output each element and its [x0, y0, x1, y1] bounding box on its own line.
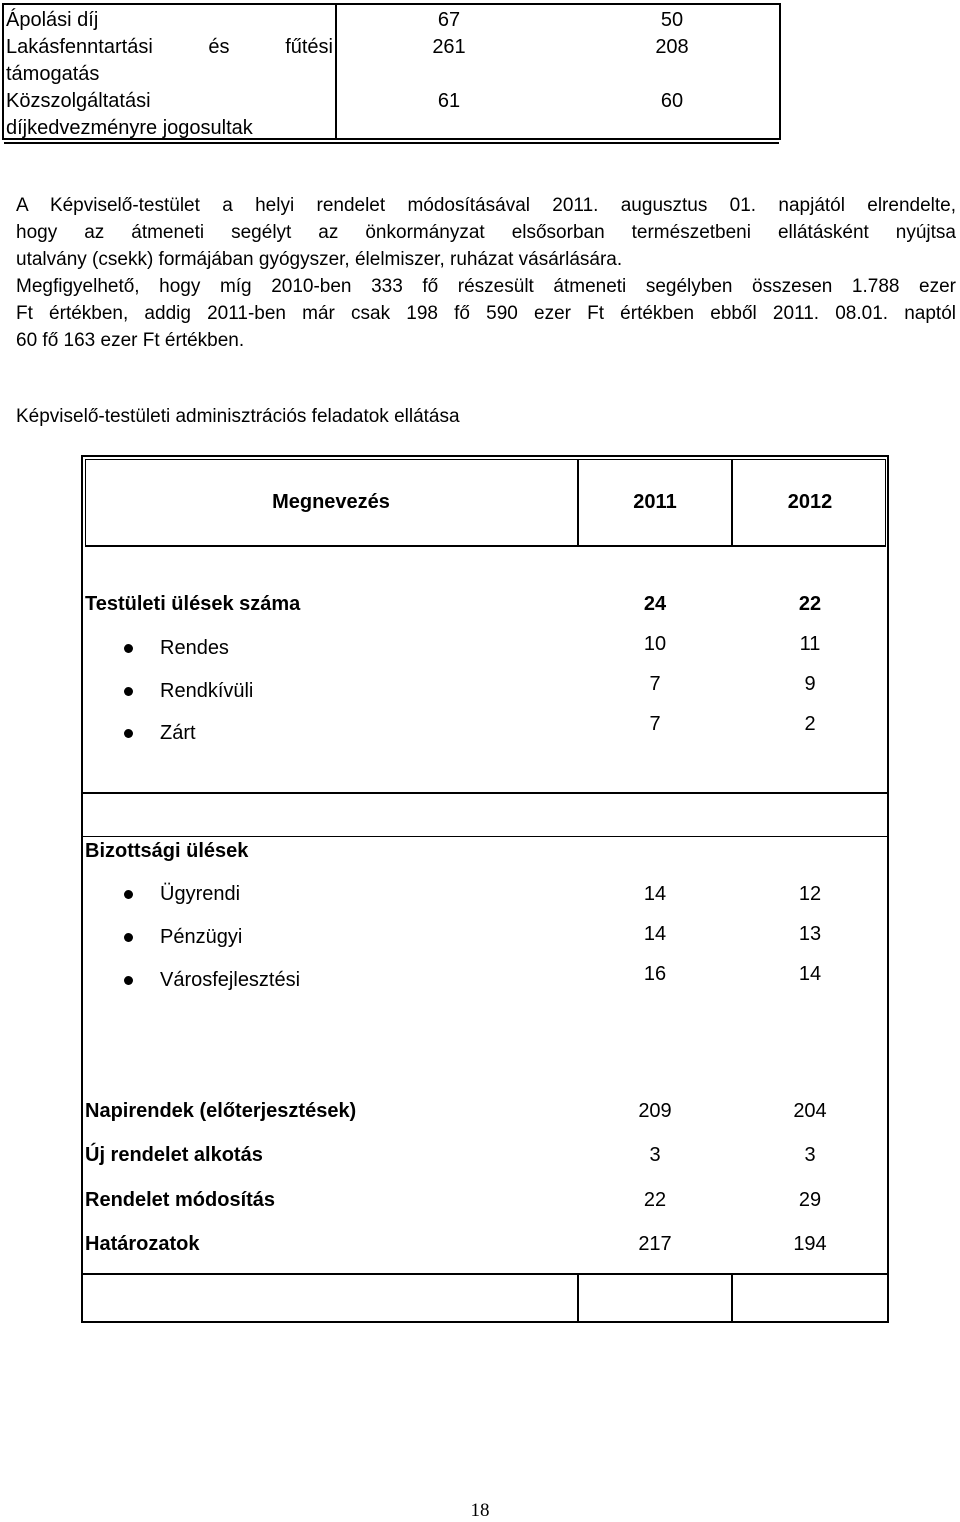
row-label: Lakásfenntartási és fűtési — [6, 36, 333, 58]
paragraph-line: hogy az átmeneti segélyt az önkormányzat elsősorban természetbeni ellátásként nyújtsa — [16, 222, 956, 243]
value-2012: 22 — [798, 593, 822, 615]
bullet-icon — [124, 644, 133, 653]
value-2012: 50 — [660, 9, 684, 31]
value-2011: 16 — [643, 963, 667, 985]
value-2011: 24 — [643, 593, 667, 615]
item-label: Városfejlesztési — [160, 969, 301, 991]
value-2012: 11 — [799, 633, 821, 655]
value-2012: 14 — [798, 963, 822, 985]
header-name: Megnevezés — [272, 491, 390, 513]
bullet-icon — [124, 729, 133, 738]
header-inner-border — [85, 459, 885, 460]
group-title: Bizottsági ülések — [85, 840, 249, 862]
value-2012: 2 — [804, 713, 816, 735]
item-label: Rendkívüli — [160, 680, 254, 702]
value-2011: 10 — [643, 633, 667, 655]
section-title: Képviselő-testületi adminisztrációs feladatok ellátása — [16, 406, 460, 427]
value-2011: 61 — [437, 90, 461, 112]
row-divider — [83, 1273, 887, 1275]
value-2011: 14 — [643, 883, 667, 905]
value-2012: 9 — [804, 673, 816, 695]
row-divider — [83, 792, 887, 794]
column-divider — [731, 1273, 733, 1321]
row-label-cont: díjkedvezményre jogosultak — [6, 117, 253, 139]
header-2011: 2011 — [633, 491, 677, 513]
paragraph-line: 60 fő 163 ezer Ft értékben. — [16, 330, 245, 351]
row-label-cont: támogatás — [6, 63, 100, 85]
value-2012: 29 — [798, 1189, 822, 1211]
row-label: Közszolgáltatási — [6, 90, 151, 112]
bullet-icon — [124, 976, 133, 985]
group-title: Testületi ülések száma — [85, 593, 301, 615]
header-2012: 2012 — [787, 491, 833, 513]
column-divider — [335, 5, 337, 138]
value-2011: 22 — [643, 1189, 667, 1211]
value-2012: 60 — [660, 90, 684, 112]
page-number: 18 — [470, 1500, 490, 1521]
value-2011: 217 — [638, 1233, 672, 1255]
bullet-icon — [124, 890, 133, 899]
bullet-icon — [124, 687, 133, 696]
value-2012: 204 — [793, 1100, 827, 1122]
value-2011: 7 — [649, 713, 661, 735]
row-label: Új rendelet alkotás — [85, 1144, 263, 1166]
bullet-icon — [124, 933, 133, 942]
item-label: Rendes — [160, 637, 229, 659]
paragraph-line: A Képviselő-testület a helyi rendelet módosításával 2011. augusztus 01. napjától elrendelte, — [16, 195, 956, 216]
value-2012: 13 — [798, 923, 822, 945]
value-2012: 194 — [793, 1233, 827, 1255]
column-divider — [577, 1273, 579, 1321]
item-label: Ügyrendi — [160, 883, 241, 905]
value-2011: 261 — [432, 36, 466, 58]
value-2011: 7 — [649, 673, 661, 695]
value-2011: 14 — [643, 923, 667, 945]
paragraph-line: Megfigyelhető, hogy míg 2010-ben 333 fő részesült átmeneti segélyben összesen 1.788 ezer — [16, 276, 956, 297]
item-label: Zárt — [160, 722, 196, 744]
value-2012: 208 — [655, 36, 689, 58]
value-2011: 3 — [649, 1144, 661, 1166]
value-2011: 67 — [437, 9, 461, 31]
body-paragraph — [16, 192, 956, 354]
row-label: Rendelet módosítás — [85, 1189, 276, 1211]
value-2012: 12 — [798, 883, 822, 905]
row-label: Napirendek (előterjesztések) — [85, 1100, 357, 1122]
row-label: Határozatok — [85, 1233, 200, 1255]
paragraph-line: Ft értékben, addig 2011-ben már csak 198 fő 590 ezer Ft értékben ebből 2011. 08.01. naptól — [16, 303, 956, 324]
paragraph-line: utalvány (csekk) formájában gyógyszer, élelmiszer, ruházat vásárlására. — [16, 249, 623, 270]
header-inner-border — [85, 545, 885, 547]
value-2012: 3 — [804, 1144, 816, 1166]
item-label: Pénzügyi — [160, 926, 243, 948]
row-label: Ápolási díj — [6, 9, 99, 31]
row-divider — [4, 142, 779, 144]
value-2011: 209 — [638, 1100, 672, 1122]
top-table — [2, 3, 781, 140]
